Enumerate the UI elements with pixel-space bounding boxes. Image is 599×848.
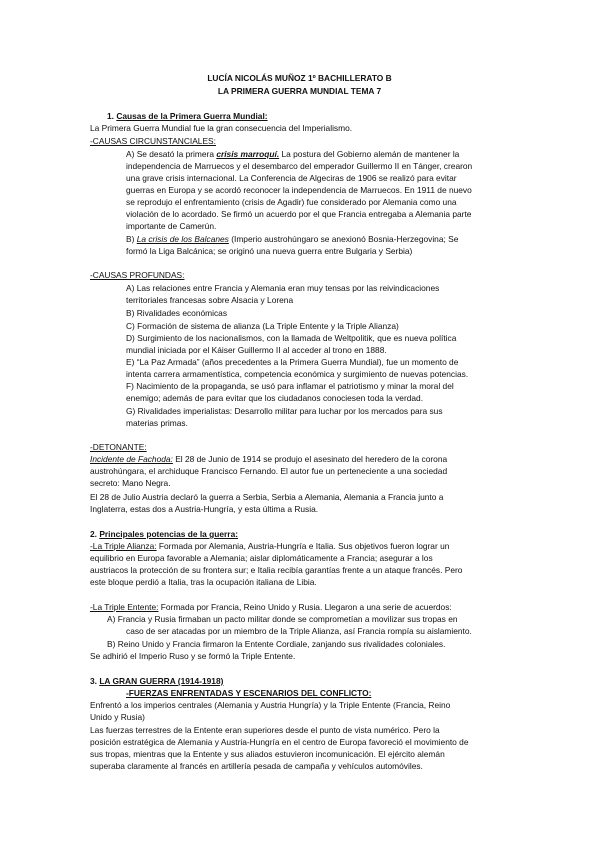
key-term: La crisis de los Balcanes [136,234,229,244]
subheading-fuerzas-enfrentadas: -FUERZAS ENFRENTADAS Y ESCENARIOS DEL CONFLICTO: [126,688,372,698]
text-line: El 28 de Julio Austria declaró la guerra a Serbia, Serbia a Alemania, Alemania a Francia junto a [90,492,444,502]
text-line: posición estratégica de Alemania y Austria-Hungría en el centro de Europa favoreció el movimiento de [90,737,469,747]
text-line: A) Las relaciones entre Francia y Alemania eran muy tensas por las reivindicaciones [126,283,440,293]
text-line: Enfrentó a los imperios centrales (Alemania y Austria Hungría) y la Triple Entente (Francia, Reino [90,700,451,710]
text-line: D) Surgimiento de los nacionalismos, con la llamada de Weltpolitik, que es nueva política [126,333,457,343]
text-line: formó la Liga Balcánica; se originó una nueva guerra entre Bulgaria y Serbia) [126,246,413,256]
text-line: mundial iniciada por el Káiser Guillermo II al acceder al trono en 1888. [126,345,387,355]
section-title: Causas de la Primera Guerra Mundial: [116,111,268,121]
text-line [126,149,459,160]
text-line: Formada por Alemania, Austria-Hungría e Italia. Sus objetivos fueron lograr un [156,541,450,551]
text-line: caso de ser atacadas por un miembro de la Triple Alianza, así Francia rompía su aislamiento. [126,626,472,636]
text-line: materias primas. [126,418,188,428]
section-title: LA GRAN GUERRA (1914-1918) [99,676,224,686]
section-3-heading [90,676,223,687]
text-line [126,234,458,245]
key-term: -La Triple Alianza: [90,541,157,551]
key-term: Incidente de Fachoda: [90,454,173,464]
text-line: C) Formación de sistema de alianza (La Triple Entente y la Triple Alianza) [126,321,399,331]
text-line: una grave crisis internacional. La Conferencia de Algeciras de 1906 se realizó para evitar [126,173,457,183]
section-number: 1. [107,111,117,121]
text-line [90,602,452,613]
paragraph: La Primera Guerra Mundial fue la gran consecuencia del Imperialismo. [90,123,353,133]
text-line: austriacos la protección de su frontera sur; e Italia recibía garantías frente a un ataque francés. Pero [90,565,463,575]
subheading-causas-profundas: -CAUSAS PROFUNDAS: [90,270,185,280]
text-line: se reprodujo el enfrentamiento (crisis de Agadir) fue considerado por Alemania como una [126,197,457,207]
text-line: intenta carrera armamentística, competencia económica y surgimiento de nuevas potencias. [126,369,469,379]
text-line: B) Rivalidades económicas [126,308,228,318]
section-title: Principales potencias de la guerra: [99,529,239,539]
text-line: La postura del Gobierno alemán de mantener la [279,149,460,159]
text-line: independencia de Marruecos y el desembarco del emperador Guillermo II en Tánger, crearon [126,161,473,171]
text-line: G) Rivalidades imperialistas: Desarrollo militar para luchar por los mercados para sus [126,406,443,416]
text-line: A) Se desató la primera [126,149,217,159]
subheading-detonante: -DETONANTE: [90,442,147,452]
text-line: enemigo; además de para evitar que los ciudadanos conociesen toda la verdad. [126,393,424,403]
text-line: este bloque perdió a Italia, tras la ocupación italiana de Libia. [90,577,317,587]
text-line: E) “La Paz Armada” (años precedentes a la Primera Guerra Mundial), fue un momento de [126,357,459,367]
subheading-causas-circunstanciales: -CAUSAS CIRCUNSTANCIALES: [90,136,216,146]
text-line: guerras en Europa y se acordó reconocer la independencia de Marruecos. En 1911 de nuevo [126,185,472,195]
header-title: LA PRIMERA GUERRA MUNDIAL TEMA 7 [217,86,382,96]
text-line: F) Nacimiento de la propaganda, se usó para inflamar el patriotismo y minar la moral del [126,381,454,391]
text-line: territoriales francesas sobre Alsacia y Lorena [126,295,294,305]
text-line: importante de Camerún. [126,221,217,231]
text-line: superaba claramente al francés en artillería pesada de campaña y vehículos automóviles. [90,761,423,771]
section-1-heading [107,111,268,122]
header-author: LUCÍA NICOLÁS MUÑOZ 1º BACHILLERATO B [207,73,392,83]
text-line: sus tropas, mientras que la Entente y sus aliados estuvieron incomunicación. El ejército alemán [90,749,445,759]
text-line: Formada por Francia, Reino Unido y Rusia. Llegaron a una serie de acuerdos: [158,602,452,612]
text-line: El 28 de Junio de 1914 se produjo el asesinato del heredero de la corona [172,454,448,464]
section-2-heading [90,529,238,540]
text-line [90,541,449,552]
section-number: 3. [90,676,100,686]
text-line: austrohúngara, el archiduque Francisco Fernando. El autor fue un perteneciente a una sociedad [90,466,448,476]
text-line: Unido y Rusia) [90,712,145,722]
text-line: secreto: Mano Negra. [90,478,171,488]
key-term: -La Triple Entente: [90,602,159,612]
text-line: Inglaterra, estas dos a Austria-Hungría, y esta última a Rusia. [90,504,319,514]
text-line: A) Francia y Rusia firmaban un pacto militar donde se comprometían a movilizar sus tropas en [107,614,458,624]
key-term: crisis marroquí. [216,149,280,159]
section-number: 2. [90,529,100,539]
text-line: B) Reino Unido y Francia firmaron la Entente Cordiale, zanjando sus rivalidades coloniales. [107,639,446,649]
text-line: equilibrio en Europa favorable a Alemania; aislar diplomáticamente a Francia; asegurar a los [90,553,433,563]
text-line [90,454,447,465]
text-line: Las fuerzas terrestres de la Entente eran superiores desde el punto de vista numérico. Pero la [90,725,440,735]
text-line: (Imperio austrohúngaro se anexionó Bosnia-Herzegovina; Se [228,234,459,244]
text-line: Se adhirió el Imperio Ruso y se formó la Triple Entente. [90,651,296,661]
text-line: B) [126,234,137,244]
text-line: violación de lo acordado. Se firmó un acuerdo por el que Francia entregaba a Alemania parte [126,209,472,219]
